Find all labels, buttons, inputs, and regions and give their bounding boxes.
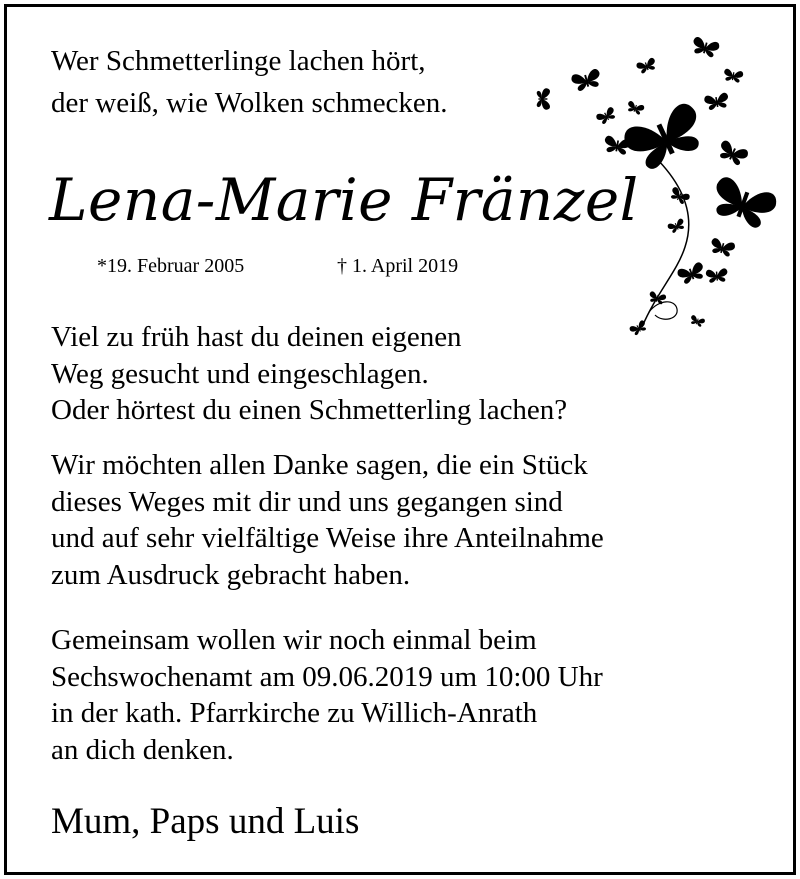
butterflies-icon xyxy=(527,37,787,347)
paragraph-thanks xyxy=(51,447,604,593)
paragraph-line: Oder hörtest du einen Schmetterling lachen? xyxy=(51,394,568,426)
paragraph-line: und auf sehr vielfältige Weise ihre Anteilnahme xyxy=(51,522,604,554)
paragraph-line: in der kath. Pfarrkirche zu Willich-Anrath xyxy=(51,697,538,729)
paragraph-line: Weg gesucht und eingeschlagen. xyxy=(51,357,429,390)
death-date: † 1. April 2019 xyxy=(337,255,459,277)
paragraph-line: dieses Weges mit dir und uns gegangen sind xyxy=(51,485,563,518)
motto-line: Wer Schmetterlinge lachen hört, xyxy=(51,45,426,77)
paragraph-memorial-service xyxy=(51,622,603,768)
signature: Mum, Paps und Luis xyxy=(51,801,360,842)
paragraph-line: an dich denken. xyxy=(51,733,234,766)
motto-line: der weiß, wie Wolken schmecken. xyxy=(51,87,448,119)
motto-quote xyxy=(51,40,448,124)
deceased-name: Lena-Marie Fränzel xyxy=(49,166,639,234)
birth-date: *19. Februar 2005 xyxy=(97,255,245,277)
paragraph-line: Gemeinsam wollen wir noch einmal beim xyxy=(51,624,537,656)
paragraph-farewell xyxy=(51,319,567,429)
paragraph-line: zum Ausdruck gebracht haben. xyxy=(51,558,411,591)
paragraph-line: Wir möchten allen Danke sagen, die ein Stück xyxy=(51,449,588,481)
paragraph-line: Viel zu früh hast du deinen eigenen xyxy=(51,321,462,353)
paragraph-line: Sechswochenamt am 09.06.2019 um 10:00 Uhr xyxy=(51,660,603,693)
obituary-card xyxy=(4,4,796,875)
